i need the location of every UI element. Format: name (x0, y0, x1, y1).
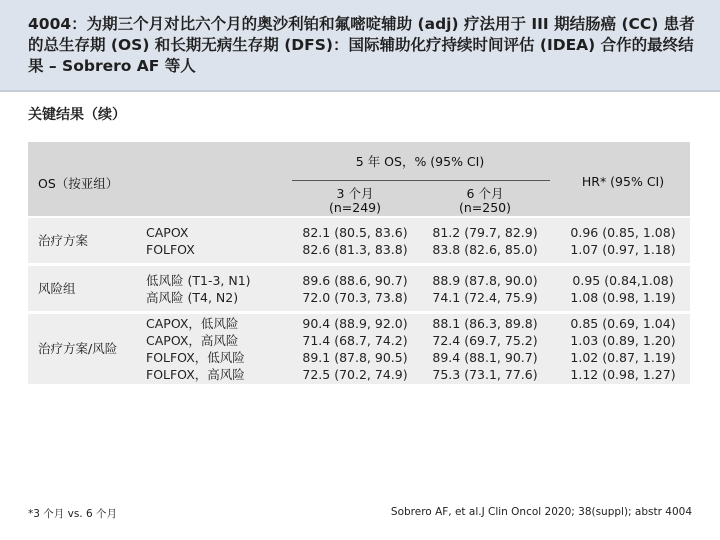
title-banner (0, 0, 720, 92)
value-6m: 75.3 (73.1, 77.6) (432, 367, 538, 382)
row-group-label: 治疗方案/风险 (38, 341, 118, 356)
subgroup-label: CAPOX，低风险 (146, 316, 239, 331)
row-6m-values (420, 315, 550, 383)
row-3m-values (292, 272, 418, 306)
col-6m-n: (n=250) (458, 200, 511, 215)
header-underline (292, 180, 550, 181)
row-hr-values (556, 315, 690, 383)
row-subgroup-labels (146, 224, 195, 258)
value-6m: 88.9 (87.8, 90.0) (432, 273, 538, 288)
value-hr: 0.85 (0.69, 1.04) (570, 316, 676, 331)
subgroup-label: FOLFOX，高风险 (146, 367, 245, 382)
value-3m: 90.4 (88.9, 92.0) (302, 316, 408, 331)
row-3m-values (292, 224, 418, 258)
value-6m: 88.1 (86.3, 89.8) (432, 316, 538, 331)
subgroup-label: FOLFOX，低风险 (146, 350, 245, 365)
subgroup-label: CAPOX，高风险 (146, 333, 239, 348)
page-title: 4004：为期三个月对比六个月的奥沙利铂和氟嘧啶辅助 (adj) 疗法用于 III 期结肠癌 (CC) 患者的总生存期 (OS) 和长期无病生存期 (DFS)：国际辅助化疗持续时间评估 (IDEA) 合作的最终结果 – Sobrero AF 等人 (28, 15, 695, 75)
value-hr: 0.95 (0.84,1.08) (572, 273, 674, 288)
subgroup-label: CAPOX (146, 225, 189, 240)
row-subgroup-labels (146, 272, 251, 306)
row-hr-values (556, 272, 690, 306)
value-3m: 82.1 (80.5, 83.6) (302, 225, 408, 240)
citation: Sobrero AF, et al.J Clin Oncol 2020; 38(suppl); abstr 4004 (390, 506, 692, 518)
col-hr-label: HR* (95% CI) (581, 174, 665, 189)
subgroup-label: FOLFOX (146, 242, 195, 257)
group-header: 5 年 OS，% (95% CI) (355, 154, 485, 169)
subgroup-label: 低风险 (T1-3, N1) (146, 273, 251, 288)
col-6m-label: 6 个月 (466, 186, 504, 201)
value-6m: 74.1 (72.4, 75.9) (432, 290, 538, 305)
row-6m-values (420, 224, 550, 258)
section-subtitle: 关键结果（续） (28, 107, 126, 123)
value-3m: 72.0 (70.3, 73.8) (302, 290, 408, 305)
value-hr: 1.07 (0.97, 1.18) (570, 242, 676, 257)
value-hr: 1.02 (0.87, 1.19) (570, 350, 676, 365)
row-3m-values (292, 315, 418, 383)
subgroup-label: 高风险 (T4, N2) (146, 290, 239, 305)
col-3m-n: (n=249) (328, 200, 381, 215)
value-3m: 72.5 (70.2, 74.9) (302, 367, 408, 382)
footnote: *3 个月 vs. 6 个月 (28, 508, 117, 520)
value-hr: 1.03 (0.89, 1.20) (570, 333, 676, 348)
value-3m: 89.1 (87.8, 90.5) (302, 350, 408, 365)
value-6m: 83.8 (82.6, 85.0) (432, 242, 538, 257)
value-6m: 72.4 (69.7, 75.2) (432, 333, 538, 348)
value-3m: 89.6 (88.6, 90.7) (302, 273, 408, 288)
row-header: OS（按亚组） (38, 176, 119, 191)
value-6m: 89.4 (88.1, 90.7) (432, 350, 538, 365)
row-group-label: 治疗方案 (38, 233, 89, 248)
value-3m: 82.6 (81.3, 83.8) (302, 242, 408, 257)
row-group-label: 风险组 (38, 281, 76, 296)
value-hr: 1.12 (0.98, 1.27) (570, 367, 676, 382)
value-hr: 1.08 (0.98, 1.19) (570, 290, 676, 305)
value-6m: 81.2 (79.7, 82.9) (432, 225, 538, 240)
col-3m-label: 3 个月 (336, 186, 374, 201)
banner-divider (0, 90, 720, 92)
row-6m-values (420, 272, 550, 306)
value-hr: 0.96 (0.85, 1.08) (570, 225, 676, 240)
row-subgroup-labels (146, 315, 245, 383)
value-3m: 71.4 (68.7, 74.2) (302, 333, 408, 348)
row-hr-values (556, 224, 690, 258)
